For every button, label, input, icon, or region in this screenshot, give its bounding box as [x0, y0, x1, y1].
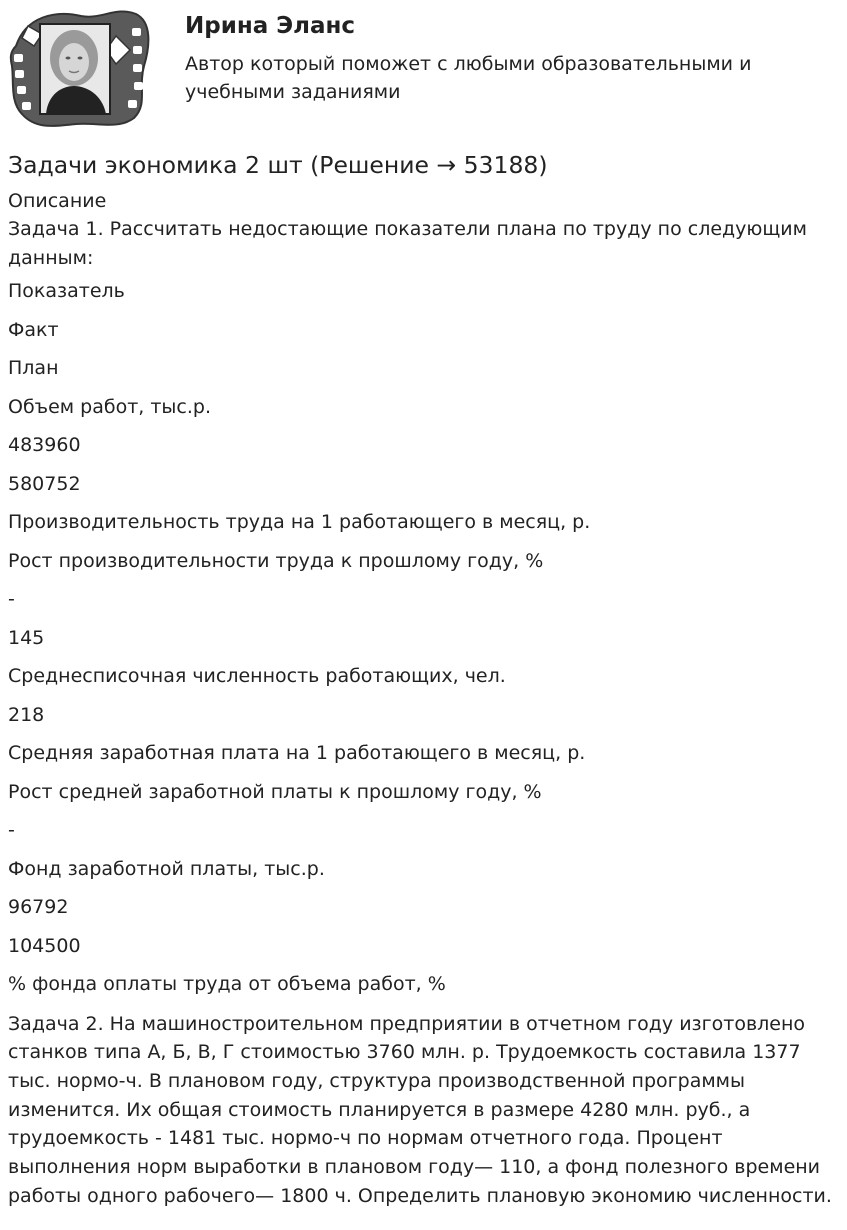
table-line: Факт	[8, 318, 59, 341]
table-lines	[8, 278, 838, 1010]
author-description: Автор который поможет с любыми образовательными и учебными заданиями	[185, 53, 752, 103]
table-line: 218	[8, 703, 45, 726]
table-line: Средняя заработная плата на 1 работающего в месяц, р.	[8, 742, 586, 764]
task-content	[8, 188, 838, 1210]
table-line: Объем работ, тыс.р.	[8, 395, 212, 418]
film-strip-avatar-icon	[6, 6, 152, 128]
page-title: Задачи экономика 2 шт (Решение → 53188)	[8, 151, 548, 179]
table-line: 104500	[8, 934, 81, 957]
table-line: % фонда оплаты труда от объема работ, %	[8, 973, 446, 995]
author-header	[0, 0, 847, 135]
task2-text: Задача 2. На машиностроительном предприятии в отчетном году изготовлено станков типа А, Б, В, Г стоимостью 3760 млн. р. Трудоемкость составила 1377 тыс. нормо-ч. В плановом году, структура производственной программы изменится. Их общая стоимость планируется в размере 4280 млн. руб., а трудоемкость - 1481 тыс. нормо-ч по нормам отчетного года. Процент выполнения норм выработки в плановом году— 110, а фонд полезного времени работы одного рабочего— 1800 ч. Определить плановую экономию численности.	[8, 1012, 832, 1207]
task1-intro: Задача 1. Рассчитать недостающие показатели плана по труду по следующим данным:	[8, 218, 807, 269]
description-label: Описание	[8, 190, 107, 212]
table-line: План	[8, 357, 59, 379]
table-line: 580752	[8, 472, 81, 495]
table-line: Рост производительности труда к прошлому году, %	[8, 549, 544, 572]
table-line: Производительность труда на 1 работающего в месяц, р.	[8, 511, 591, 533]
table-line: Рост средней заработной платы к прошлому году, %	[8, 780, 542, 803]
table-line: 483960	[8, 434, 81, 456]
table-line: 145	[8, 626, 45, 649]
table-line: Фонд заработной платы, тыс.р.	[8, 857, 325, 880]
table-line: Среднесписочная численность работающих, чел.	[8, 665, 506, 687]
table-line: Показатель	[8, 280, 125, 302]
table-line: -	[8, 588, 15, 610]
table-line: 96792	[8, 896, 69, 918]
table-line: -	[8, 819, 15, 841]
author-name: Ирина Эланс	[185, 13, 356, 39]
